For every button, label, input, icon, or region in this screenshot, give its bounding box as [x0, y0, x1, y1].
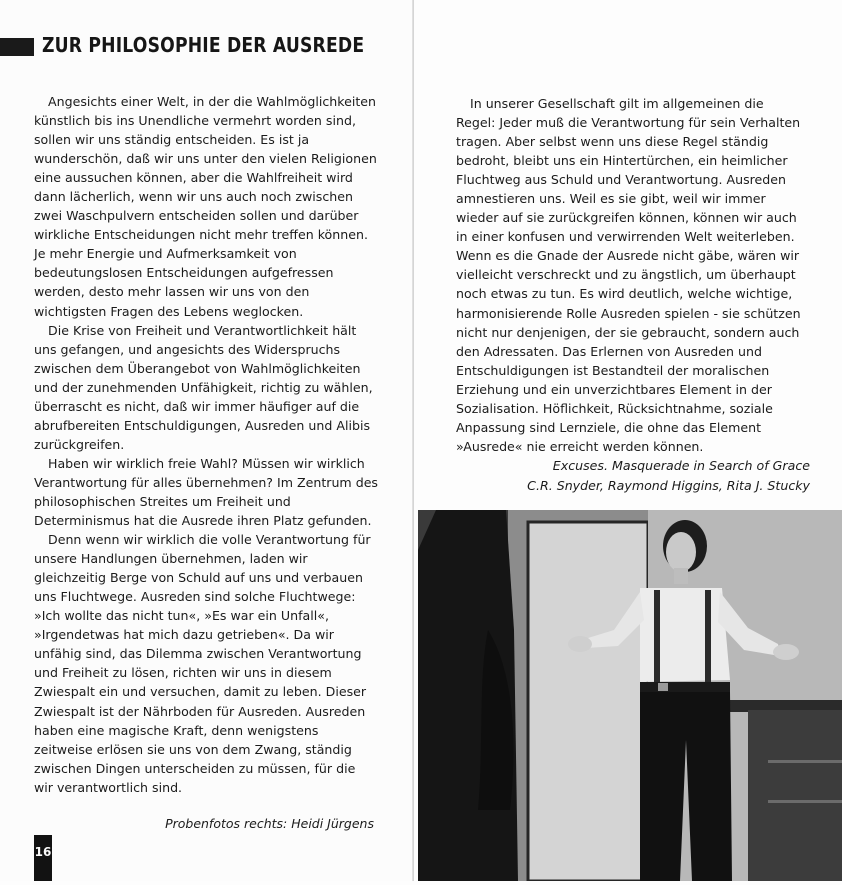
right-text-column: [456, 94, 806, 456]
rehearsal-photo: [418, 510, 842, 881]
left-page: [0, 0, 414, 881]
paragraph: Angesichts einer Welt, in der die Wahlmöglichkeiten künstlich bis ins Unendliche vermehrt worden sind, sollen wir uns ständig entscheiden. Es ist ja wunderschön, daß wir uns unter den vielen Religionen eine aussuchen können, aber die Wahlfreiheit wird dann lächerlich, wenn wir uns auch noch zwischen zwei Waschpulvern entscheiden sollen und darüber wirkliche Entscheidungen nicht mehr treffen können. Je mehr Energie und Aufmerksamkeit von bedeutungslosen Entscheidungen aufgefressen werden, desto mehr lassen wir uns von den wichtigsten Fragen des Lebens weglocken.: [34, 94, 377, 319]
citation: [450, 456, 810, 495]
page-title: ZUR PHILOSOPHIE DER AUSREDE: [42, 33, 365, 57]
citation-title: Excuses. Masquerade in Search of Grace: [552, 458, 810, 473]
paragraph: Haben wir wirklich freie Wahl? Müssen wir wirklich Verantwortung für alles übernehmen? Im Zentrum des philosophischen Streites um Freiheit und Determinismus hat die Ausrede ihren Platz gefunden.: [34, 455, 378, 529]
paragraph: Die Krise von Freiheit und Verantwortlichkeit hält uns gefangen, und angesichts des Widerspruchs zwischen dem Überangebot von Wahlmöglichkeiten und der zunehmenden Unfähigkeit, richtig zu wählen, überrascht es nicht, daß wir immer häufiger auf die abrufbereiten Entschuldigungen, Ausreden und Alibis zurückgreifen.: [34, 322, 373, 452]
title-marker-bar: [0, 38, 34, 56]
paragraph: In unserer Gesellschaft gilt im allgemeinen die Regel: Jeder muß die Verantwortung für sein Verhalten tragen. Aber selbst wenn uns diese Regel ständig bedroht, bleibt uns ein Hintertürchen, ein heimlicher Fluchtweg aus Schuld und Verantwortung. Ausreden amnestieren uns. Weil es sie gibt, weil wir immer wieder auf sie zurückgreifen können, können wir auch in einer konfusen und verwirrenden Welt weiterleben. Wenn es die Gnade der Ausrede nicht gäbe, wären wir vielleicht verschreckt und zu ängstlich, um überhaupt noch etwas zu tun. Es wird deutlich, welche wichtige, harmonisierende Rolle Ausreden spielen - sie schützen nicht nur denjenigen, der sie gebraucht, sondern auch den Adressaten. Das Erlernen von Ausreden und Entschuldigungen ist Bestandteil der moralischen Erziehung und ein unverzichtbares Element in der Sozialisation. Höflichkeit, Rücksichtnahme, soziale Anpassung sind Lernziele, die ohne das Element »Ausrede« nie erreicht werden können.: [456, 96, 801, 454]
citation-authors: C.R. Snyder, Raymond Higgins, Rita J. Stucky: [527, 477, 810, 493]
paragraph: Denn wenn wir wirklich die volle Verantwortung für unsere Handlungen übernehmen, laden wir gleichzeitig Berge von Schuld auf uns und verbauen uns Fluchtwege. Ausreden sind solche Fluchtwege: »Ich wollte das nicht tun«, »Es war ein Unfall«, »Irgendetwas hat mich dazu getrieben«. Da wir unfähig sind, das Dilemma zwischen Verantwortung und Freiheit zu lösen, richten wir uns in diesem Zwiespalt ein und versuchen, damit zu leben. Dieser Zwiespalt ist der Nährboden für Ausreden. Ausreden haben eine magische Kraft, denn wenigstens zeitweise erlösen sie uns von dem Zwang, ständig zwischen Dingen unterscheiden zu müssen, für die wir verantwortlich sind.: [34, 532, 371, 795]
left-text-column: [34, 92, 378, 797]
photo-credit: Probenfotos rechts: Heidi Jürgens: [165, 816, 374, 831]
page-number: 16: [34, 835, 52, 881]
